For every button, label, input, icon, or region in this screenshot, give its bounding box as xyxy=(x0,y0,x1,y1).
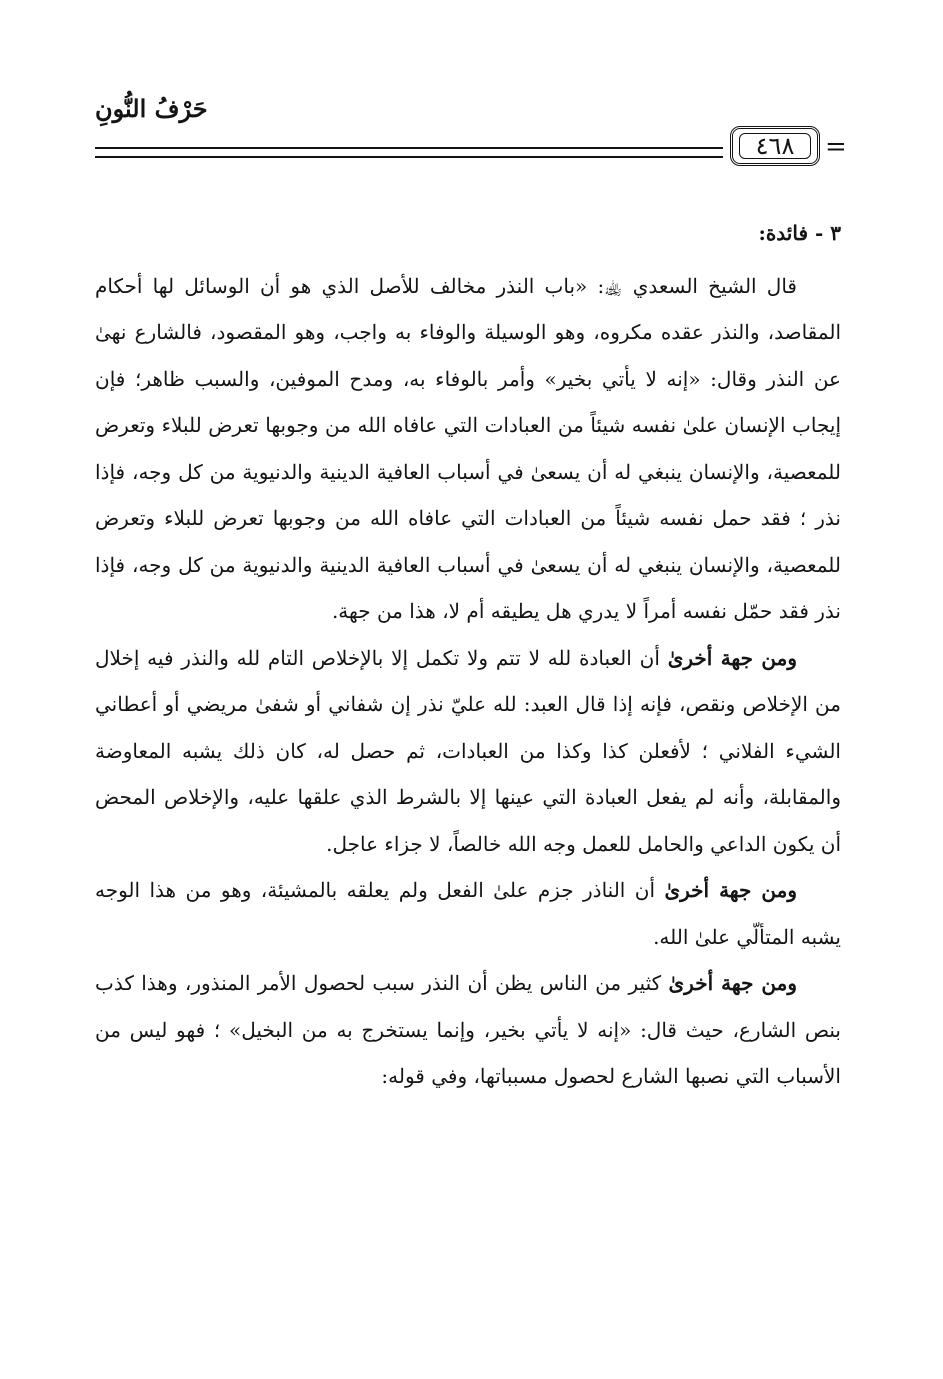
paragraph-text: كثير من الناس يظن أن النذر سبب لحصول الأمر المنذور، وهذا كذب بنص الشارع، حيث قال: «إنه لا يأتي بخير، وإنما يستخرج به من البخيل» ؛ فهو ليس من الأسباب التي نصبها الشارع لحصول مسبباتها، وفي قوله: xyxy=(95,971,841,1088)
page-number: ٤٦٨ xyxy=(730,126,820,166)
paragraph xyxy=(95,960,841,1100)
paragraph xyxy=(95,867,841,960)
page-header xyxy=(95,92,847,182)
paragraph-lead: ومن جهة أخرىٰ xyxy=(668,971,798,995)
paragraph-lead: ومن جهة أخرىٰ xyxy=(667,645,798,670)
section-heading: ٣ - فائدة: xyxy=(758,221,841,245)
paragraph-text: قال الشيخ السعدي ﵀: «باب النذر مخالف للأصل الذي هو أن الوسائل لها أحكام المقاصد، والنذر عقده مكروه، وهو الوسيلة والوفاء به واجب، وهو المقصود، فالشارع نهىٰ عن النذر وقال: «إنه لا يأتي بخير» وأمر بالوفاء به، ومدح الموفين، والسبب ظاهر؛ فإن إيجاب الإنسان علىٰ نفسه شيئاً من العبادات التي عافاه الله من وجوبها تعرض للبلاء وتعرض للمعصية، والإنسان ينبغي له أن يسعىٰ في أسباب العافية الدينية والدنيوية من كل وجه، فإذا نذر ؛ فقد حمل نفسه شيئاً من العبادات التي عافاه الله من وجوبها تعرض للبلاء وتعرض للمعصية، والإنسان ينبغي له أن يسعىٰ في أسباب العافية الدينية والدنيوية من كل وجه، فإذا نذر فقد حمّل نفسه أمراً لا يدري هل يطيقه أم لا، هذا من جهة. xyxy=(95,273,841,623)
header-rule xyxy=(95,147,723,158)
chapter-title: حَرْفُ النُّونِ xyxy=(95,94,208,123)
paragraph-text: أن الناذر جزم علىٰ الفعل ولم يعلقه بالمشيئة، وهو من هذا الوجه يشبه المتألّي علىٰ الله. xyxy=(95,878,841,949)
header-end-mark: = xyxy=(825,132,847,162)
paragraph-text: أن العبادة لله لا تتم ولا تكمل إلا بالإخلاص التام لله والنذر فيه إخلال من الإخلاص ونقص، فإنه إذا قال العبد: لله عليّ نذر إن شفاني أو شفىٰ مريضي أو أعطاني الشيء الفلاني ؛ لأفعلن كذا وكذا من العبادات، ثم حصل له، كان ذلك يشبه المعاوضة والمقابلة، وأنه لم يفعل العبادة التي عينها إلا بالشرط الذي علقها عليه، والإخلاص المحض أن يكون الداعي والحامل للعمل وجه الله خالصاً، لا جزاء عاجل. xyxy=(95,645,841,856)
page-body xyxy=(95,210,841,1100)
paragraph xyxy=(95,635,841,868)
paragraph-lead: ومن جهة أخرىٰ xyxy=(664,878,798,902)
paragraph xyxy=(95,263,841,635)
